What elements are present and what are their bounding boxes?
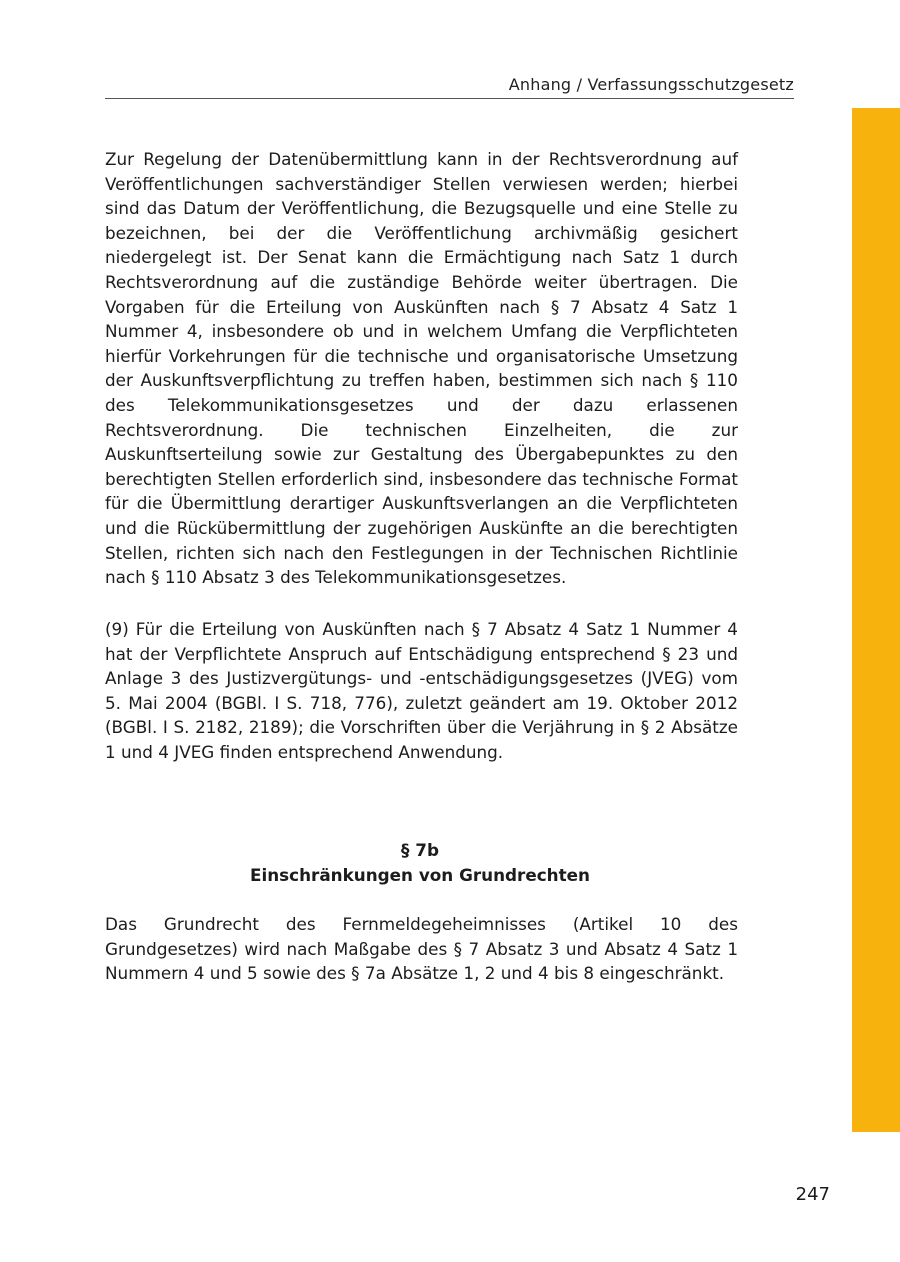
- section-number: § 7b: [401, 840, 439, 860]
- chapter-tab: [852, 108, 900, 1132]
- header-divider: [105, 98, 794, 99]
- page-number: 247: [795, 1184, 830, 1205]
- section-heading: [105, 838, 735, 888]
- body-paragraph-3: Das Grundrecht des Fernmeldegeheimnisses (Artikel 10 des Grundgesetzes) wird nach Maßgabe des § 7 Absatz 3 und Absatz 4 Satz 1 Nummern 4 und 5 sowie des § 7a Absätze 1, 2 und 4 bis 8 eingeschränkt.: [105, 914, 738, 984]
- body-paragraph-1: Zur Regelung der Datenübermittlung kann in der Rechtsverordnung auf Veröffentlichungen sachverständiger Stellen verwiesen werden; hierbei sind das Datum der Veröffentlichung, die Bezugsquelle und eine Stelle zu bezeichnen, bei der die Veröffentlichung archivmäßig gesichert niedergelegt ist. Der Senat kann die Ermächtigung nach Satz 1 durch Rechtsverordnung auf die zuständige Behörde weiter übertragen. Die Vorgaben für die Erteilung von Auskünften nach § 7 Absatz 4 Satz 1 Nummer 4, insbesondere ob und in welchem Umfang die Verpflichteten hierfür Vorkehrungen für die technische und organisatorische Umsetzung der Auskunftsverpflichtung zu treffen haben, bestimmen sich nach § 110 des Telekommunikationsgesetzes und der dazu erlassenen Rechtsverordnung. Die technischen Einzelheiten, die zur Auskunftserteilung sowie zur Gestaltung des Übergabepunktes zu den berechtigten Stellen erforderlich sind, insbesondere das technische Format für die Übermittlung derartiger Auskunftsverlangen an die Verpflichteten und die Rückübermittlung der zugehörigen Auskünfte an die berechtigten Stellen, richten sich nach den Festlegungen in der Technischen Richtlinie nach § 110 Absatz 3 des Telekommunikationsgesetzes.: [105, 149, 738, 588]
- section-title: Einschränkungen von Grundrechten: [250, 865, 590, 885]
- running-header: Anhang / Verfassungsschutzgesetz: [508, 75, 794, 94]
- body-paragraph-2: (9) Für die Erteilung von Auskünften nach § 7 Absatz 4 Satz 1 Nummer 4 hat der Verpflichtete Anspruch auf Entschädigung entsprechend § 23 und Anlage 3 des Justizvergütungs- und -entschädigungsgesetzes (JVEG) vom 5. Mai 2004 (BGBl. I S. 718, 776), zuletzt geändert am 19. Oktober 2012 (BGBl. I S. 2182, 2189); die Vorschriften über die Verjährung in § 2 Absätze 1 und 4 JVEG finden entsprechend Anwendung.: [105, 619, 738, 762]
